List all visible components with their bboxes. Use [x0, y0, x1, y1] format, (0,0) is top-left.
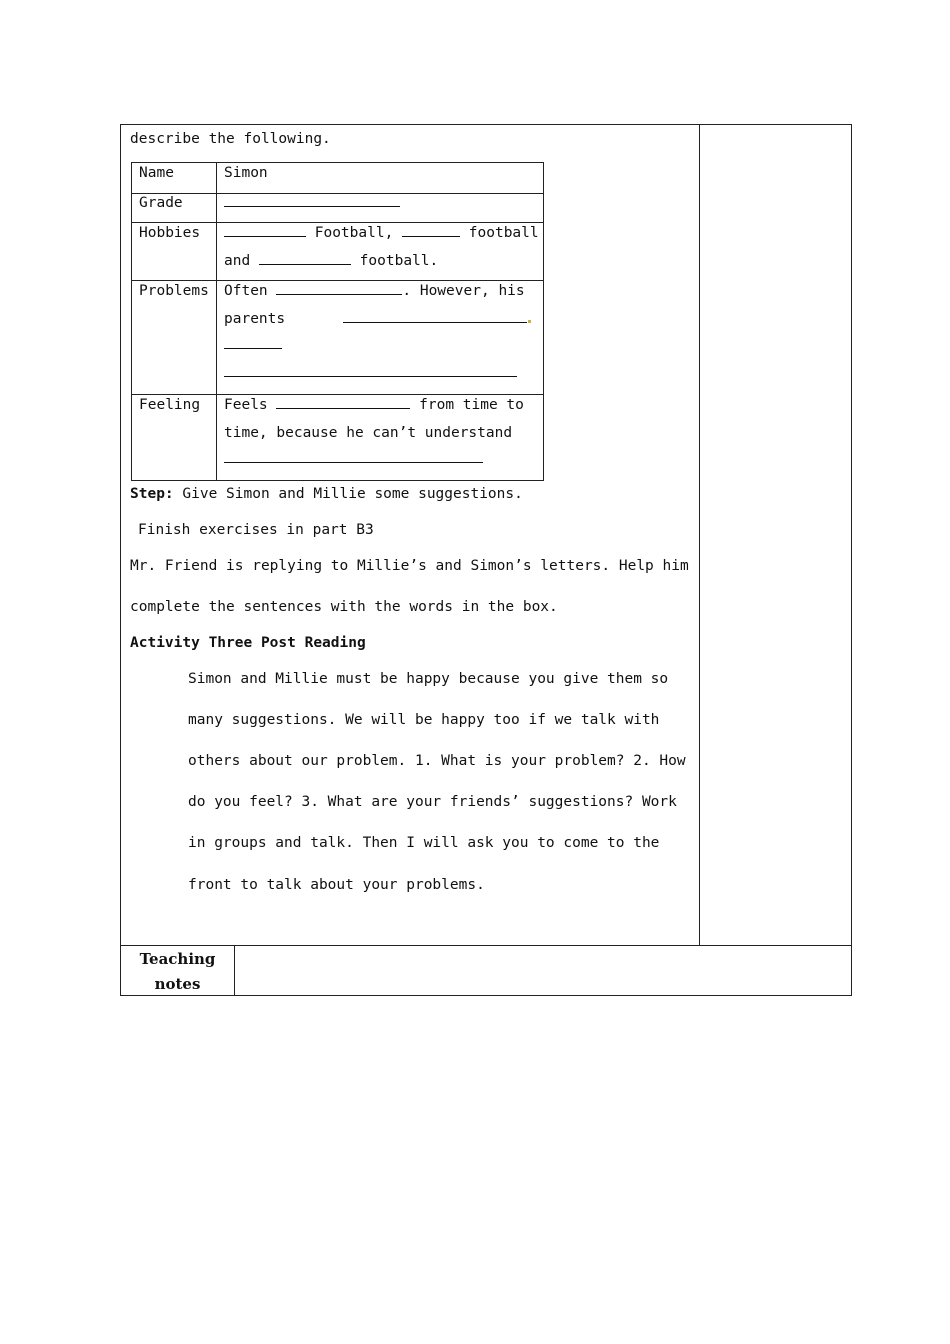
mr-friend-line-1: Mr. Friend is replying to Millie’s and Simon’s letters. Help him: [130, 558, 689, 574]
intro-text: describe the following.: [130, 131, 331, 147]
row-label-feeling: Feeling: [139, 397, 201, 413]
paragraph-line-6: front to talk about your problems.: [188, 877, 485, 893]
problems-line-3: [224, 331, 282, 359]
paragraph-line-5: in groups and talk. Then I will ask you to come to the: [188, 835, 660, 851]
hobbies-line-2: and football.: [224, 247, 438, 275]
student-info-table: [131, 162, 544, 481]
problems-line-4: [224, 359, 517, 387]
row-divider: [121, 945, 852, 946]
teaching-notes-line-2: notes: [154, 975, 201, 993]
mr-friend-line-2: complete the sentences with the words in the box.: [130, 599, 558, 615]
row-label-grade: Grade: [139, 195, 183, 211]
step-line: Step: Give Simon and Millie some suggestions.: [130, 486, 523, 502]
activity-heading: Activity Three Post Reading: [130, 635, 366, 651]
problems-line-1: Often . However, his: [224, 277, 525, 305]
finish-line: Finish exercises in part B3: [138, 522, 374, 538]
feeling-line-1: Feels from time to: [224, 391, 524, 419]
lesson-table: [120, 124, 852, 996]
name-value: Simon: [224, 165, 268, 181]
row-label-problems: Problems: [139, 283, 209, 299]
table-column-divider: [216, 163, 217, 480]
hobbies-line-1: Football, football: [224, 219, 539, 247]
grade-blank: [224, 189, 400, 217]
paragraph-line-2: many suggestions. We will be happy too if we talk with: [188, 712, 660, 728]
problems-line-2: parents: [224, 305, 531, 333]
row-label-name: Name: [139, 165, 174, 181]
feeling-line-3: [224, 445, 483, 473]
column-divider: [699, 125, 700, 946]
teaching-notes-label: [121, 947, 234, 995]
paragraph-line-4: do you feel? 3. What are your friends’ suggestions? Work: [188, 794, 677, 810]
feeling-line-2: time, because he can’t understand: [224, 425, 513, 441]
notes-divider: [234, 946, 235, 996]
row-label-hobbies: Hobbies: [139, 225, 201, 241]
teaching-notes-line-1: Teaching: [139, 950, 216, 968]
paragraph-line-1: Simon and Millie must be happy because you give them so: [188, 671, 669, 687]
paragraph-line-3: others about our problem. 1. What is your problem? 2. How: [188, 753, 686, 769]
